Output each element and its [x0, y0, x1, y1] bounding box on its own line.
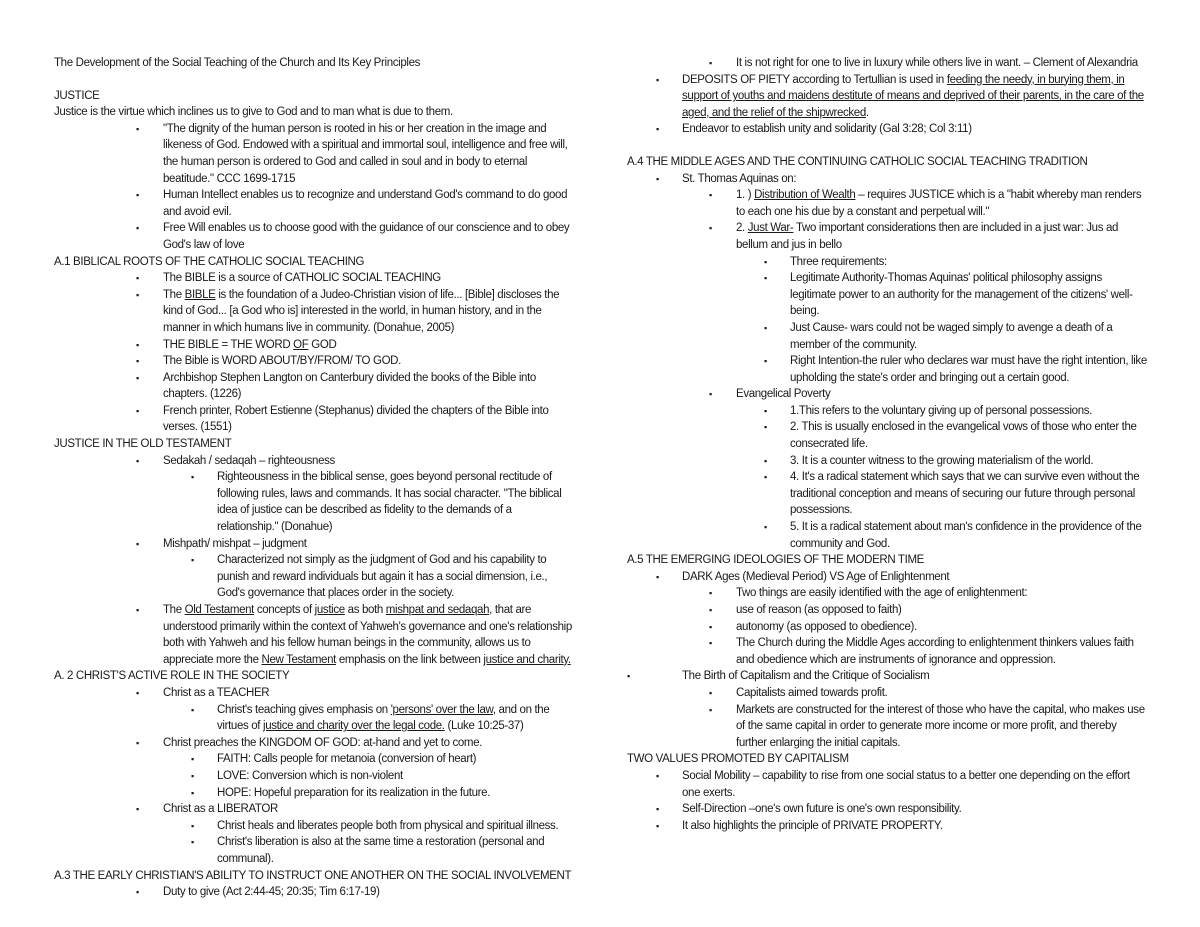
- item-text: Sedakah / sedaqah – righteousness: [163, 454, 335, 467]
- item-text: Social Mobility – capability to rise from one social status to a better one depending on the effort one exerts.: [682, 769, 1130, 799]
- heading-line: [54, 254, 574, 271]
- bullet-item: [627, 453, 1147, 470]
- bullet-icon: ▪: [764, 522, 767, 533]
- item-text: Legitimate Authority-Thomas Aquinas' political philosophy assigns legitimate power to an authority for the management of the citizens' well-being.: [790, 272, 1133, 318]
- item-text: It is not right for one to live in luxury while others live in want. – Clement of Alexandria: [736, 57, 1138, 69]
- bullet-icon: ▪: [191, 754, 194, 765]
- item-text: JUSTICE: [54, 89, 100, 102]
- bullet-icon: ▪: [191, 787, 194, 798]
- item-text: Christ as a LIBERATOR: [163, 803, 278, 816]
- bullet-item: [54, 818, 574, 835]
- heading-line: [54, 436, 574, 453]
- bullet-item: [627, 619, 1147, 636]
- item-text: Self-Direction –one's own future is one's own responsibility.: [682, 803, 962, 816]
- heading-line: [54, 88, 574, 105]
- bullet-icon: ▪: [709, 687, 712, 698]
- bullet-icon: ▪: [709, 58, 712, 68]
- bullet-item: [627, 72, 1147, 122]
- item-text: The Development of the Social Teaching of the Church and Its Key Principles: [54, 57, 421, 69]
- item-text: The Bible is WORD ABOUT/BY/FROM/ TO GOD.: [163, 355, 401, 368]
- bullet-icon: ▪: [764, 256, 767, 267]
- item-text: (Luke 10:25-37): [444, 720, 524, 733]
- underlined-text: Just War-: [747, 222, 794, 235]
- item-text: Just Cause- wars could not be waged simply to avenge a death of a member of the community.: [790, 321, 1113, 351]
- bullet-item: [627, 519, 1147, 552]
- item-text: use of reason (as opposed to faith): [736, 604, 902, 616]
- heading-line: [54, 868, 574, 885]
- bullet-item: [627, 121, 1147, 138]
- bullet-item: [627, 386, 1147, 403]
- item-text: Right Intention-the ruler who declares war must have the right intention, like upholding the state's order and bringing out a certain good.: [790, 355, 1147, 384]
- bullet-icon: ▪: [136, 273, 139, 284]
- bullet-item: [627, 220, 1147, 253]
- bullet-icon: ▪: [136, 455, 139, 466]
- underlined-text: mishpat and sedaqah: [385, 604, 490, 616]
- item-text: 4. It's a radical statement which says that we can survive even without the traditional conception and means of securing our future through personal possessions.: [790, 471, 1140, 517]
- item-text: concepts of: [254, 604, 315, 616]
- bullet-item: [627, 668, 1147, 685]
- item-text: Two things are easily identified with the age of enlightenment:: [736, 587, 1028, 600]
- item-text: Christ heals and liberates people both from physical and spiritual illness.: [217, 819, 559, 832]
- underlined-text: New Testament: [261, 653, 336, 666]
- bullet-icon: ▪: [136, 887, 139, 898]
- bullet-item: [627, 187, 1147, 220]
- bullet-icon: ▪: [656, 571, 659, 582]
- item-text: 5. It is a radical statement about man's confidence in the providence of the community and God.: [790, 521, 1142, 550]
- bullet-item: [54, 353, 574, 370]
- bullet-item: [54, 702, 574, 735]
- item-text: A.5 THE EMERGING IDEOLOGIES OF THE MODERN TIME: [627, 554, 925, 567]
- underlined-text: feeding the needy, in burying them, in support of youths and maidens destitute of means and deprived of their parents, in the care of the aged, and the relief of the shipwrecked: [682, 73, 1144, 119]
- bullet-icon: ▪: [136, 605, 139, 615]
- item-text: French printer, Robert Estienne (Stephanus) divided the chapters of the Bible into verses. (1551): [163, 404, 549, 434]
- bullet-item: [54, 337, 574, 354]
- underlined-text: OF: [293, 338, 309, 351]
- bullet-icon: ▪: [709, 621, 712, 632]
- item-text: The BIBLE is a source of CATHOLIC SOCIAL TEACHING: [163, 272, 441, 285]
- bullet-icon: ▪: [656, 804, 659, 815]
- bullet-item: [54, 768, 574, 785]
- bullet-item: [54, 751, 574, 768]
- bullet-item: [54, 469, 574, 535]
- item-text: GOD: [308, 338, 337, 351]
- bullet-icon: ▪: [656, 770, 659, 781]
- bullet-icon: ▪: [136, 123, 139, 134]
- bullet-item: [54, 834, 574, 867]
- bullet-icon: ▪: [764, 472, 767, 483]
- item-text: 2. This is usually enclosed in the evangelical vows of those who enter the consecrated life.: [790, 421, 1137, 451]
- item-text: The: [163, 604, 185, 616]
- bullet-icon: ▪: [656, 124, 659, 135]
- item-text: Christ's liberation is also at the same time a restoration (personal and communal).: [217, 836, 545, 865]
- bullet-icon: ▪: [627, 671, 630, 682]
- heading-line: [54, 55, 574, 72]
- bullet-icon: ▪: [709, 704, 712, 715]
- item-text: is the foundation of a Judeo-Christian vision of life... [Bible] discloses the kind of God... [a God who is] interested in the world, in human history, and in the manner in which humans live in community. (Donahue, 2005): [163, 288, 560, 334]
- bullet-icon: ▪: [136, 356, 139, 367]
- bullet-item: [627, 585, 1147, 602]
- item-text: TWO VALUES PROMOTED BY CAPITALISM: [627, 753, 849, 766]
- bullet-icon: ▪: [709, 190, 712, 201]
- bullet-item: [627, 171, 1147, 188]
- bullet-icon: ▪: [136, 737, 139, 748]
- heading-line: [627, 751, 1147, 768]
- left-column: [54, 55, 574, 901]
- blank-line: [54, 72, 574, 88]
- bullet-item: [54, 220, 574, 253]
- item-text: Two important considerations then are included in a just war: Jus ad bellum and jus in bello: [736, 222, 1119, 251]
- heading-line: [54, 668, 574, 685]
- bullet-item: [54, 602, 574, 668]
- item-text: St. Thomas Aquinas on:: [682, 172, 797, 185]
- bullet-item: [627, 635, 1147, 668]
- bullet-icon: ▪: [191, 837, 194, 848]
- item-text: Free Will enables us to choose good with the guidance of our conscience and to obey God's law of love: [163, 222, 570, 251]
- heading-line: [627, 552, 1147, 569]
- bullet-icon: ▪: [764, 322, 767, 333]
- bullet-icon: ▪: [136, 339, 139, 350]
- item-text: LOVE: Conversion which is non-violent: [217, 769, 403, 782]
- item-text: The Birth of Capitalism and the Critique of Socialism: [682, 670, 930, 683]
- bullet-item: [54, 453, 574, 470]
- bullet-item: [627, 403, 1147, 420]
- bullet-icon: ▪: [191, 704, 194, 715]
- item-text: as both: [344, 604, 386, 616]
- item-text: 1. ): [736, 189, 755, 202]
- item-text: – requires JUSTICE which is a "habit whereby man renders to each one his due by a constant and perpetual will.": [736, 189, 1142, 218]
- bullet-icon: ▪: [136, 538, 139, 549]
- bullet-icon: ▪: [656, 74, 659, 85]
- item-text: The Church during the Middle Ages according to enlightenment thinkers values faith and obedience which are instruments of ignorance and oppression.: [736, 637, 1134, 666]
- bullet-icon: ▪: [764, 455, 767, 466]
- bullet-icon: ▪: [136, 223, 139, 234]
- bullet-item: [54, 287, 574, 337]
- item-text: Duty to give (Act 2:44-45; 20:35; Tim 6:17-19): [163, 886, 380, 899]
- item-text: Evangelical Poverty: [736, 388, 831, 401]
- item-text: DARK Ages (Medieval Period) VS Age of Enlightenment: [682, 570, 950, 583]
- bullet-item: [627, 768, 1147, 801]
- bullet-item: [627, 419, 1147, 452]
- item-text: Christ as a TEACHER: [163, 686, 270, 699]
- item-text: A. 2 CHRIST'S ACTIVE ROLE IN THE SOCIETY: [54, 670, 290, 683]
- item-text: , that are understood primarily within the context of Yahweh's governance and one's relationship both with Yahweh and his fellow human beings in the community, allows us to appreciate more the: [163, 604, 572, 666]
- blank-line: [627, 138, 1147, 154]
- bullet-item: [54, 536, 574, 553]
- bullet-icon: ▪: [136, 372, 139, 383]
- bullet-item: [627, 320, 1147, 353]
- bullet-icon: ▪: [709, 389, 712, 400]
- bullet-item: [627, 254, 1147, 271]
- bullet-item: [627, 569, 1147, 586]
- bullet-item: [54, 685, 574, 702]
- bullet-item: [627, 353, 1147, 386]
- item-text: THE BIBLE = THE WORD: [163, 338, 294, 351]
- bullet-item: [627, 685, 1147, 702]
- underlined-text: 'persons' over the law,: [390, 703, 496, 716]
- item-text: Endeavor to establish unity and solidarity (Gal 3:28; Col 3:11): [682, 123, 972, 136]
- bullet-icon: ▪: [656, 173, 659, 184]
- right-column: [627, 55, 1147, 834]
- bullet-icon: ▪: [709, 588, 712, 599]
- bullet-icon: ▪: [709, 605, 712, 615]
- item-text: DEPOSITS OF PIETY according to Tertullian is used in: [682, 73, 947, 86]
- item-text: The: [163, 288, 185, 301]
- item-text: Archbishop Stephen Langton on Canterbury divided the books of the Bible into chapters. (1226): [163, 371, 536, 401]
- underlined-text: BIBLE: [184, 288, 216, 301]
- underlined-text: justice and charity over the legal code.: [263, 720, 445, 733]
- bullet-item: [54, 270, 574, 287]
- item-text: Capitalists aimed towards profit.: [736, 686, 888, 699]
- item-text: Justice is the virtue which inclines us to give to God and to man what is due to them.: [54, 106, 453, 119]
- bullet-icon: ▪: [764, 405, 767, 416]
- bullet-icon: ▪: [136, 804, 139, 815]
- underlined-text: justice and charity.: [483, 653, 571, 666]
- bullet-icon: ▪: [764, 422, 767, 433]
- item-text: 2.: [736, 222, 748, 235]
- bullet-icon: ▪: [136, 687, 139, 698]
- item-text: Righteousness in the biblical sense, goes beyond personal rectitude of following rules, laws and commands. It has social character. "The biblical idea of justice can be described as fidelity to the demands of a relationship." (Donahue): [217, 471, 562, 534]
- item-text: Mishpath/ mishpat – judgment: [163, 537, 307, 550]
- item-text: FAITH: Calls people for metanoia (conversion of heart): [217, 753, 477, 766]
- item-text: and on the virtues of: [217, 703, 550, 733]
- item-text: Markets are constructed for the interest of those who have the capital, who makes use of the same capital in order to generate more income or more profit, and thereby further enlarging the initial capitals.: [736, 703, 1145, 749]
- bullet-item: [627, 270, 1147, 320]
- item-text: Three requirements:: [790, 255, 887, 268]
- item-text: "The dignity of the human person is rooted in his or her creation in the image and likeness of God. Endowed with a spiritual and immortal soul, intelligence and free will, the human person is ordered to God and called in soul and in body to eternal beatitude." CCC 1699-1715: [163, 122, 568, 185]
- item-text: 3. It is a counter witness to the growing materialism of the world.: [790, 454, 1094, 467]
- bullet-icon: ▪: [191, 820, 194, 831]
- bullet-icon: ▪: [136, 289, 139, 300]
- item-text: A.4 THE MIDDLE AGES AND THE CONTINUING CATHOLIC SOCIAL TEACHING TRADITION: [627, 155, 1088, 168]
- item-text: A.3 THE EARLY CHRISTIAN'S ABILITY TO INSTRUCT ONE ANOTHER ON THE SOCIAL INVOLVEMENT: [54, 869, 572, 882]
- item-text: .: [865, 106, 869, 119]
- item-text: Human Intellect enables us to recognize and understand God's command to do good and avoid evil.: [163, 189, 568, 218]
- bullet-item: [54, 187, 574, 220]
- item-text: It also highlights the principle of PRIVATE PROPERTY.: [682, 819, 943, 832]
- bullet-item: [627, 702, 1147, 752]
- bullet-item: [54, 370, 574, 403]
- underlined-text: Distribution of Wealth: [754, 189, 856, 202]
- item-text: Characterized not simply as the judgment of God and his capability to punish and reward individuals but again it has a social dimension, i.e., God's governance that places order in the society.: [217, 554, 548, 600]
- item-text: emphasis on the link between: [335, 653, 484, 666]
- bullet-icon: ▪: [191, 770, 194, 781]
- item-text: JUSTICE IN THE OLD TESTAMENT: [54, 438, 232, 451]
- bullet-icon: ▪: [191, 555, 194, 566]
- heading-line: [627, 154, 1147, 171]
- bullet-item: [627, 55, 1147, 72]
- underlined-text: justice: [314, 604, 345, 616]
- bullet-item: [54, 121, 574, 187]
- item-text: A.1 BIBLICAL ROOTS OF THE CATHOLIC SOCIAL TEACHING: [54, 255, 365, 268]
- bullet-icon: ▪: [191, 472, 194, 483]
- bullet-item: [627, 602, 1147, 619]
- item-text: HOPE: Hopeful preparation for its realization in the future.: [217, 786, 491, 799]
- item-text: Christ's teaching gives emphasis on: [217, 703, 391, 716]
- bullet-item: [54, 785, 574, 802]
- bullet-icon: ▪: [136, 405, 139, 416]
- bullet-item: [54, 884, 574, 901]
- underlined-text: Old Testament: [184, 604, 255, 616]
- bullet-icon: ▪: [764, 273, 767, 284]
- bullet-item: [54, 552, 574, 602]
- bullet-item: [627, 818, 1147, 835]
- bullet-icon: ▪: [136, 190, 139, 201]
- item-text: 1.This refers to the voluntary giving up of personal possessions.: [790, 404, 1092, 417]
- bullet-icon: ▪: [709, 638, 712, 649]
- item-text: Christ preaches the KINGDOM OF GOD: at-hand and yet to come.: [163, 736, 483, 749]
- bullet-item: [54, 403, 574, 436]
- bullet-item: [54, 801, 574, 818]
- item-text: autonomy (as opposed to obedience).: [736, 620, 917, 633]
- bullet-item: [54, 735, 574, 752]
- bullet-item: [627, 469, 1147, 519]
- bullet-icon: ▪: [764, 356, 767, 367]
- bullet-item: [627, 801, 1147, 818]
- bullet-icon: ▪: [709, 223, 712, 234]
- bullet-icon: ▪: [656, 820, 659, 831]
- heading-line: [54, 104, 574, 121]
